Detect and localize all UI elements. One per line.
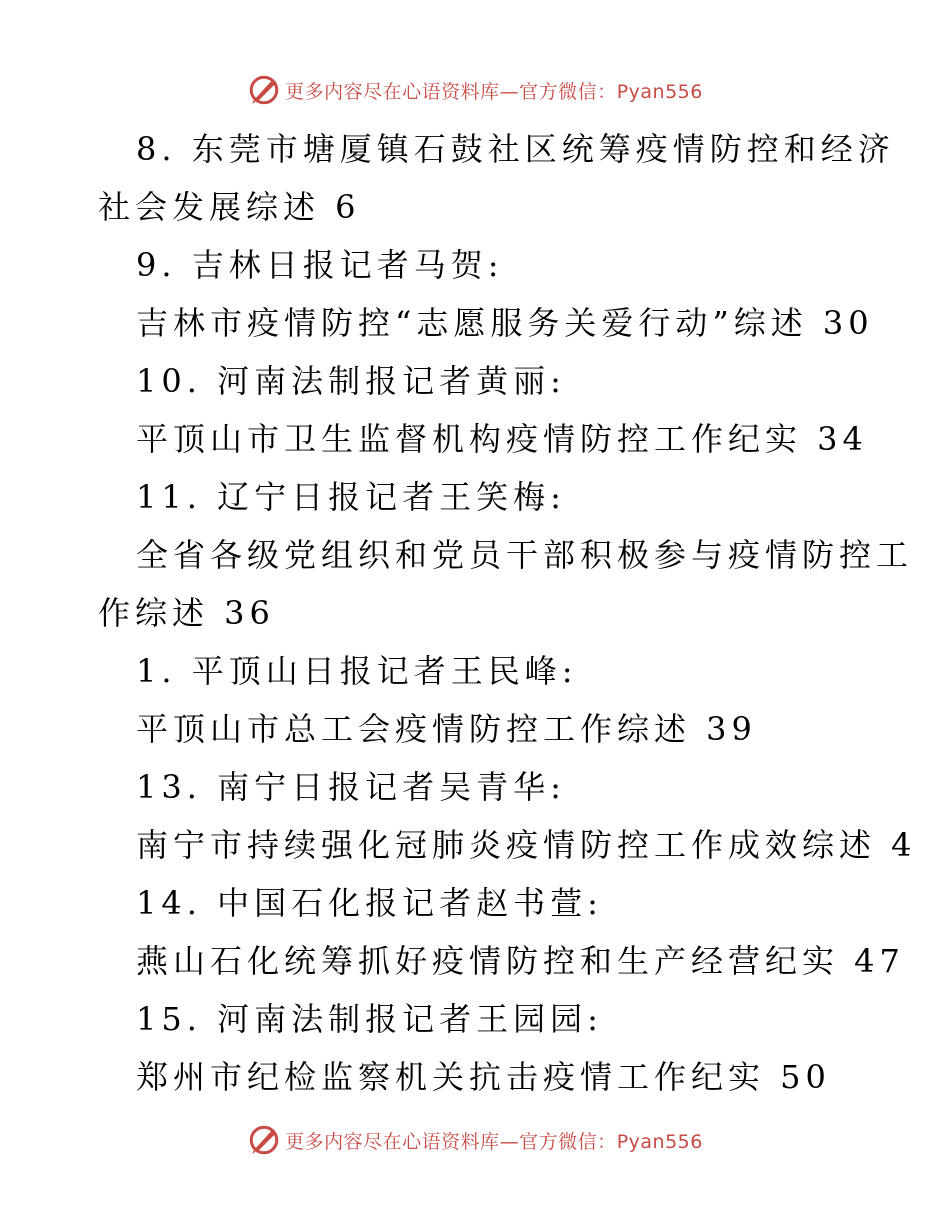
quill-pen-logo-icon: [247, 73, 281, 107]
toc-line: 社会发展综述 6: [98, 188, 361, 226]
toc-line: 南宁市持续强化冠肺炎疫情防控工作成效综述 4: [136, 826, 917, 864]
toc-line: 15. 河南法制报记者王园园:: [136, 1000, 603, 1038]
toc-line: 吉林市疫情防控“志愿服务关爱行动”综述 30: [136, 304, 874, 342]
quill-pen-logo-icon: [247, 1123, 281, 1157]
toc-line: 燕山石化统筹抓好疫情防控和生产经营纪实 47: [136, 942, 905, 980]
toc-line: 平顶山市总工会疫情防控工作综述 39: [136, 710, 757, 748]
toc-line: 14. 中国石化报记者赵书萱:: [136, 884, 603, 922]
watermark-header: [0, 70, 950, 110]
watermark-footer: [0, 1120, 950, 1160]
watermark-text: 更多内容尽在心语资料库—官方微信：Pyan556: [285, 1130, 703, 1153]
toc-line: 作综述 36: [98, 594, 275, 632]
toc-line: 平顶山市卫生监督机构疫情防控工作纪实 34: [136, 420, 868, 458]
watermark-text: 更多内容尽在心语资料库—官方微信：Pyan556: [285, 80, 703, 103]
toc-line: 11. 辽宁日报记者王笑梅:: [136, 478, 566, 516]
toc-line: 9. 吉林日报记者马贺:: [136, 246, 504, 284]
toc-line: 13. 南宁日报记者吴青华:: [136, 768, 566, 806]
toc-line: 1. 平顶山日报记者王民峰:: [136, 652, 578, 690]
toc-line: 10. 河南法制报记者黄丽:: [136, 362, 566, 400]
toc-line: 8. 东莞市塘厦镇石鼓社区统筹疫情防控和经济: [136, 130, 895, 168]
toc-line: 郑州市纪检监察机关抗击疫情工作纪实 50: [136, 1058, 831, 1096]
toc-line: 全省各级党组织和党员干部积极参与疫情防控工: [136, 536, 914, 574]
